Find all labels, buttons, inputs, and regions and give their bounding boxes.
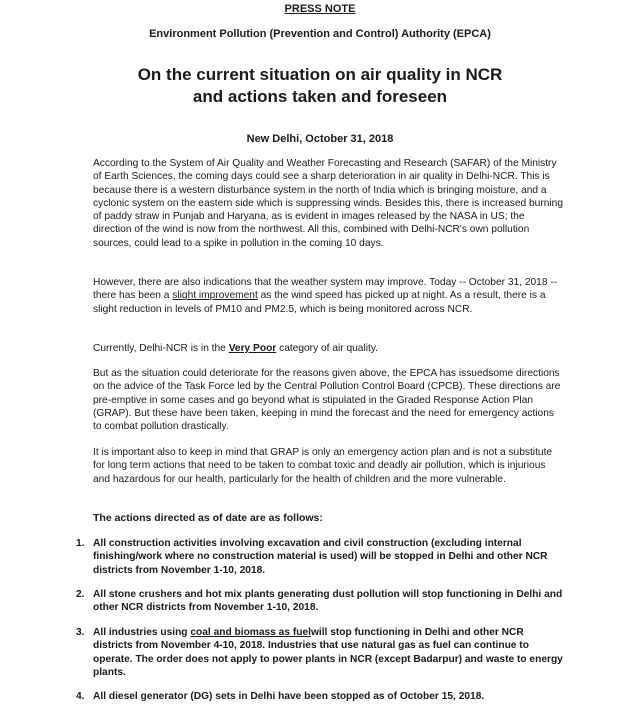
action-text: All construction activities involving excavation and civil construction (excluding internal finishing/work where no construction material is used) will be stopped in Delhi and other NCR districts from November 1-10, 2018. — [93, 538, 548, 576]
title-line-1: On the current situation on air quality in NCR — [137, 65, 503, 84]
coal-biomass-link[interactable]: coal and biomass as fuel — [190, 627, 311, 638]
paragraph-epca-directions: But as the situation could deteriorate for the reasons given above, the EPCA has issuedsome directions on the advice of the Task Force led by the Central Pollution Control Board (CPCB). These directions are pre-emptive in some cases and go beyond what is stipulated in the Graded Response Action Plan (GRAP). But these have been taken, keeping in mind the forecast and the need for emergency actions to combat pollution drastically. — [93, 368, 561, 433]
paragraph-text: category of air quality. — [276, 343, 379, 354]
title-line-2: and actions taken and foreseen — [192, 87, 448, 106]
action-text-part: All industries using — [93, 627, 191, 638]
paragraph-current-category — [93, 342, 563, 355]
action-number: 1. — [76, 538, 85, 549]
action-number: 4. — [76, 691, 85, 702]
paragraph-text: Currently, Delhi-NCR is in the — [93, 343, 229, 354]
paragraph-weather-improvement — [93, 276, 563, 316]
paragraph-text: However, there are also indications that the weather system may improve. Today -- October 31, 2018 -- there has been a — [93, 277, 558, 302]
authority-name: Environment Pollution (Prevention and Control) Authority (EPCA) — [149, 28, 491, 40]
action-number: 3. — [76, 627, 85, 638]
action-item — [76, 537, 566, 577]
action-text: All diesel generator (DG) sets in Delhi have been stopped as of October 15, 2018. — [93, 691, 485, 702]
action-text — [93, 626, 566, 679]
action-item — [76, 690, 566, 703]
paragraph-safar-forecast: According to the System of Air Quality and Weather Forecasting and Research (SAFAR) of the Ministry of Earth Sciences, the coming days could see a sharp deterioration in air quality in Delhi-NCR. This is because there is a western disturbance system in the north of India which is bringing moisture, and a cyclonic system on the eastern side which is suppressing winds. Besides this, there is increased burning of paddy straw in Punjab and Haryana, as is evident in images released by the NASA in US; the direction of the wind is now from the northwest. All this, combined with Delhi-NCR's own pollution sources, could lead to a spike in pollution in the coming 10 days. — [93, 158, 563, 249]
action-text-part: will stop functioning in Delhi and other NCR districts from November 4-10, 2018. Industries that use natural gas as fuel can continue to operate. The order does not apply to power plants in NCR (except Badarpur) and waste to energy plants. — [93, 627, 563, 678]
action-item — [76, 588, 566, 615]
action-text: All stone crushers and hot mix plants generating dust pollution will stop functioning in Delhi and other NCR districts from November 1-10, 2018. — [93, 589, 563, 614]
paragraph-grap-note: It is important also to keep in mind that GRAP is only an emergency action plan and is not a substitute for long term actions that need to be taken to combat toxic and deadly air pollution, which is injurious and hazardous for our health, particularly for the health of children and the more vulnerable. — [93, 447, 553, 485]
document-title — [0, 64, 640, 108]
action-number: 2. — [76, 589, 85, 600]
actions-heading: The actions directed as of date are as follows: — [93, 512, 323, 524]
press-note-label: PRESS NOTE — [284, 3, 356, 15]
slight-improvement-link[interactable]: slight improvement — [172, 290, 258, 302]
dateline: New Delhi, October 31, 2018 — [246, 133, 394, 145]
paragraph-text: as the wind speed has picked up at night. As a result, there is a slight reduction in levels of PM10 and PM2.5, which is being monitored across NCR. — [93, 290, 546, 315]
action-item — [76, 626, 566, 679]
very-poor-label: Very Poor — [228, 343, 277, 354]
